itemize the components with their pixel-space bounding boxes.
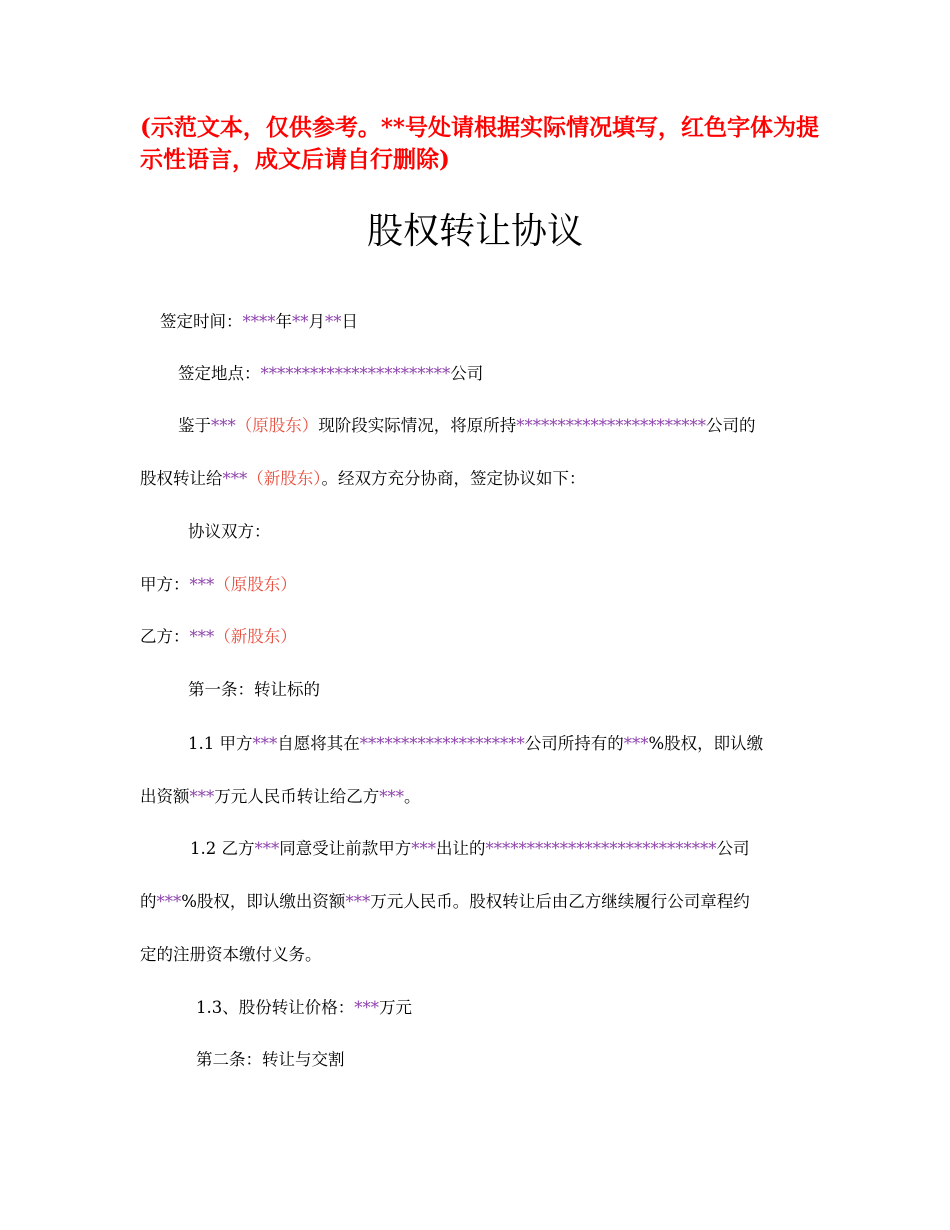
sign-place-line: 签定地点：***********************公司 — [178, 364, 484, 383]
company-placeholder: ******************** — [359, 734, 525, 753]
placeholder: *** — [411, 839, 436, 858]
company-placeholder: *********************** — [516, 416, 706, 435]
party-b-role: （新股东） — [214, 627, 297, 646]
original-shareholder-hint: （原股东） — [235, 416, 319, 435]
month-placeholder: ** — [292, 312, 309, 331]
placeholder: *** — [211, 416, 236, 435]
placeholder: *** — [222, 469, 248, 488]
placeholder: *** — [189, 627, 215, 646]
clause-1-1-line-2: 出资额***万元人民币转让给乙方***。 — [140, 787, 421, 806]
place-placeholder: *********************** — [260, 364, 451, 383]
article-1-heading: 第一条：转让标的 — [188, 680, 320, 699]
placeholder: *** — [379, 787, 404, 806]
day-placeholder: ** — [325, 312, 342, 331]
sign-time-line: 签定时间：****年**月**日 — [160, 312, 358, 331]
clause-1-2-line-3: 定的注册资本缴付义务。 — [140, 945, 322, 964]
parties-heading: 协议双方： — [188, 522, 271, 541]
year-placeholder: **** — [242, 312, 276, 331]
whereas-line-1: 鉴于***（原股东）现阶段实际情况，将原所持***********************公司的 — [178, 416, 756, 435]
clause-1-1-line-1: 1.1 甲方***自愿将其在********************公司所持有的***%股权，即认缴 — [188, 734, 764, 753]
new-shareholder-hint: （新股东） — [247, 469, 322, 488]
clause-1-2-line-2: 的***%股权，即认缴出资额***万元人民币。股权转让后由乙方继续履行公司章程约 — [140, 892, 750, 911]
clause-1-2-line-1: 1.2 乙方***同意受让前款甲方***出让的****************************公司 — [190, 839, 750, 858]
whereas-line-2: 股权转让给***（新股东）。经双方充分协商，签定协议如下： — [140, 469, 586, 488]
party-b-line: 乙方：***（新股东） — [140, 627, 297, 646]
percent-placeholder: *** — [156, 892, 182, 911]
amount-placeholder: *** — [345, 892, 371, 911]
placeholder: *** — [254, 839, 280, 858]
company-placeholder: **************************** — [485, 839, 717, 858]
party-a-line: 甲方：***（原股东） — [140, 575, 297, 594]
sign-time-label: 签定时间： — [160, 312, 243, 331]
article-2-heading: 第二条：转让与交割 — [196, 1050, 345, 1069]
clause-1-3-line: 1.3、股份转让价格：***万元 — [196, 998, 412, 1017]
sign-place-label: 签定地点： — [178, 364, 261, 383]
placeholder: *** — [189, 575, 215, 594]
percent-placeholder: *** — [623, 734, 649, 753]
instruction-notice: (示范文本，仅供参考。**号处请根据实际情况填写，红色字体为提示性语言，成文后请自行删除) — [140, 114, 819, 173]
document-title: 股权转让协议 — [366, 211, 583, 252]
party-a-role: （原股东） — [214, 575, 297, 594]
price-placeholder: *** — [354, 998, 379, 1017]
amount-placeholder: *** — [189, 787, 215, 806]
placeholder: *** — [252, 734, 278, 753]
